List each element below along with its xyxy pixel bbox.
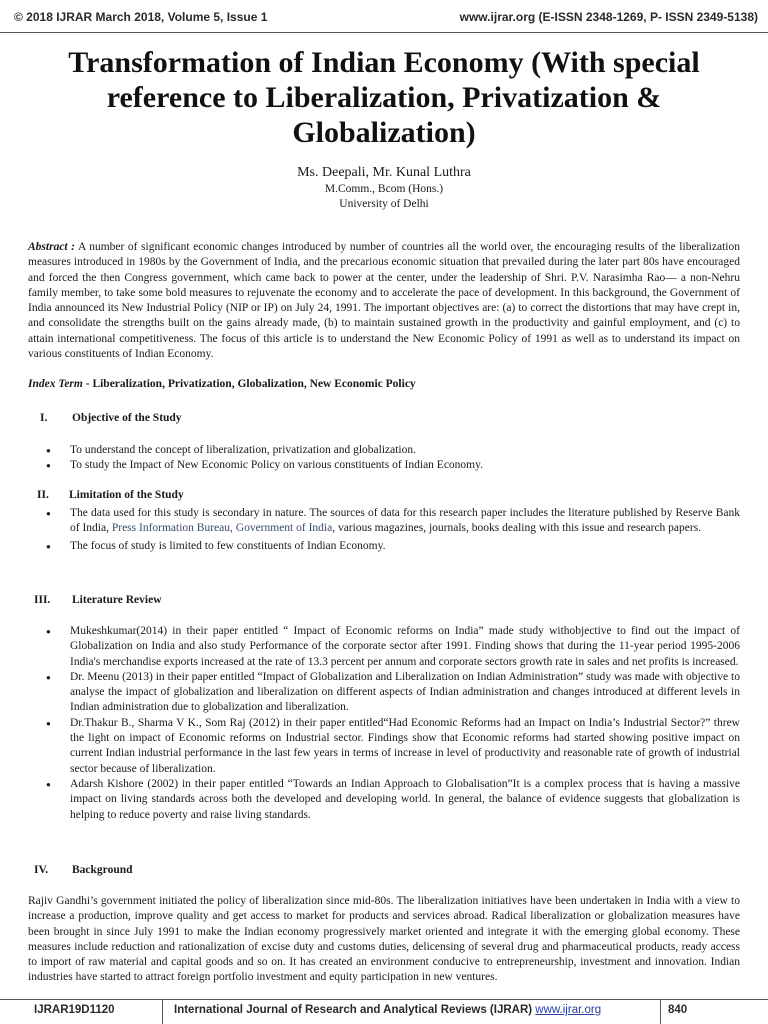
section-title: Literature Review [72, 594, 162, 606]
list-item: ● The focus of study is limited to few constituents of Indian Economy. [46, 539, 740, 554]
section-number: I. [40, 412, 48, 424]
journal-link[interactable]: www.ijrar.org [535, 1004, 602, 1016]
objective-list [46, 443, 740, 474]
header-issn: www.ijrar.org (E-ISSN 2348-1269, P- ISSN 2349-5138) [459, 10, 758, 24]
journal-title: International Journal of Research and Analytical Reviews (IJRAR) [174, 1004, 536, 1016]
footer-divider [162, 1000, 163, 1024]
paper-id: IJRAR19D1120 [34, 1004, 115, 1016]
limitation-text-a: The data used for this study is secondary in nature. The sources of data for this research paper includes the literature published by Reserve Bank of India, [70, 507, 740, 535]
page-number: 840 [668, 1004, 688, 1016]
section-number: II. [37, 489, 49, 501]
section-title: Objective of the Study [72, 412, 182, 424]
list-item: ● Mukeshkumar(2014) in their paper entitled “ Impact of Economic reforms on India” made study withobjective to find out the impact of Globalization on India and also study Performance of the corporate sector after 1991. Finding shows that during the 11-year period 1995-2006 India's merchandise exports increased at the rate of 13.3 percent per annum and corporate sectors growth rate in sales and net profits is increased. [46, 624, 740, 670]
literature-list [46, 624, 740, 823]
abstract-text: A number of significant economic changes introduced by number of countries all the world over, the encouraging results of the liberalization measures introduced in 1980s by the Government of India, and the precarious economic situation that prevailed during the later part 80s have encouraged and forced the then Congress government, which came back to power at the center, under the leadership of Shri. P.V. Narasimha Rao— a non-Nehru family member, to take some bold measures to rejuvenate the economy and to accelerate the pace of development. In this background, the Government of India announced its New Industrial Policy (NIP or IP) on July 24, 1991. The important objectives are: (a) to correct the distortions that may have crept in, and consolidate the strengths built on the gains already made, (b) to maintain sustained growth in the productivity and gainful employment, and (c) to attain international competitiveness. The focus of this article is to understand the New Economic Policy of 1991 as well as to understand its impact on various constituents of Indian Economy. [28, 241, 740, 361]
paper-title: Transformation of Indian Economy (With special reference to Liberalization, Privatization & Globalization) [68, 46, 700, 149]
section-number: III. [34, 594, 51, 606]
index-terms [28, 378, 740, 390]
list-item: ● Dr. Meenu (2013) in their paper entitled “Impact of Globalization and Liberalization on Indian Administration” study was made with objective to analyse the impact of globalization and liberalization on different aspects of Indian administration and changes introduced at different levels in Indian administration due to globalization and liberalization. [46, 670, 740, 716]
page-header [0, 0, 768, 33]
index-term-text: - Liberalization, Privatization, Globalization, New Economic Policy [82, 378, 416, 390]
list-item: ● To study the Impact of New Economic Policy on various constituents of Indian Economy. [46, 458, 740, 473]
header-copyright: © 2018 IJRAR March 2018, Volume 5, Issue 1 [14, 10, 268, 24]
limitation-text-c: , various magazines, journals, books dealing with this issue and research papers. [332, 522, 702, 535]
list-item: ● Adarsh Kishore (2002) in their paper entitled “Towards an Indian Approach to Globalisation”It is a complex process that is having a massive impact on living standards across both the developed and developing world. In general, the balance of evidence suggests that globalization is helping to reduce poverty and raise living standards. [46, 777, 740, 823]
author-affiliation: University of Delhi [339, 198, 429, 210]
section-title: Background [72, 864, 133, 876]
journal-name [174, 1004, 601, 1016]
background-paragraph: Rajiv Gandhi’s government initiated the policy of liberalization since mid-80s. The liberalization initiatives have been undertaken in India with a view to increase a production, improve quality and get access to market for products and services abroad. Radical liberalization or globalization measures have been brought in since July 1991 to make the Indian economy progressively market oriented and integrate it with the emerging global economy. These measures include reduction and rationalization of excise duty and customs duties, delicensing of several drug and pharmaceutical products, ready access to import of raw material and capital goods and so on. It has created an environment conducive to entrepreneurship, investment and innovation. Indian industries have started to attract foreign portfolio investment and equity participation in new ventures. [28, 895, 740, 984]
page-footer [0, 999, 768, 1024]
authors: Ms. Deepali, Mr. Kunal Luthra [297, 165, 471, 180]
section-title: Limitation of the Study [69, 489, 184, 501]
list-item: ● Dr.Thakur B., Sharma V K., Som Raj (2012) in their paper entitled“Had Economic Reforms had an Impact on India’s Industrial Sector?” threw the light on impact of Economic reforms on Industrial sector. Findings show that Economic reforms had started showing positive impact on current Indian industrial performance in the last few years in terms of increase in level of productivity and reasonable rate of growth of industrial sector because of liberalization. [46, 716, 740, 777]
pib-reference: Press Information Bureau, Government of India [111, 522, 333, 535]
limitation-list [46, 506, 740, 554]
section-number: IV. [34, 864, 49, 876]
list-item [46, 506, 740, 537]
abstract-label: Abstract : [28, 241, 76, 253]
index-term-label: Index Term [28, 378, 83, 390]
author-degree: M.Comm., Bcom (Hons.) [324, 183, 444, 195]
footer-divider [660, 1000, 661, 1024]
abstract [28, 240, 740, 362]
list-item: ● To understand the concept of liberalization, privatization and globalization. [46, 443, 740, 458]
